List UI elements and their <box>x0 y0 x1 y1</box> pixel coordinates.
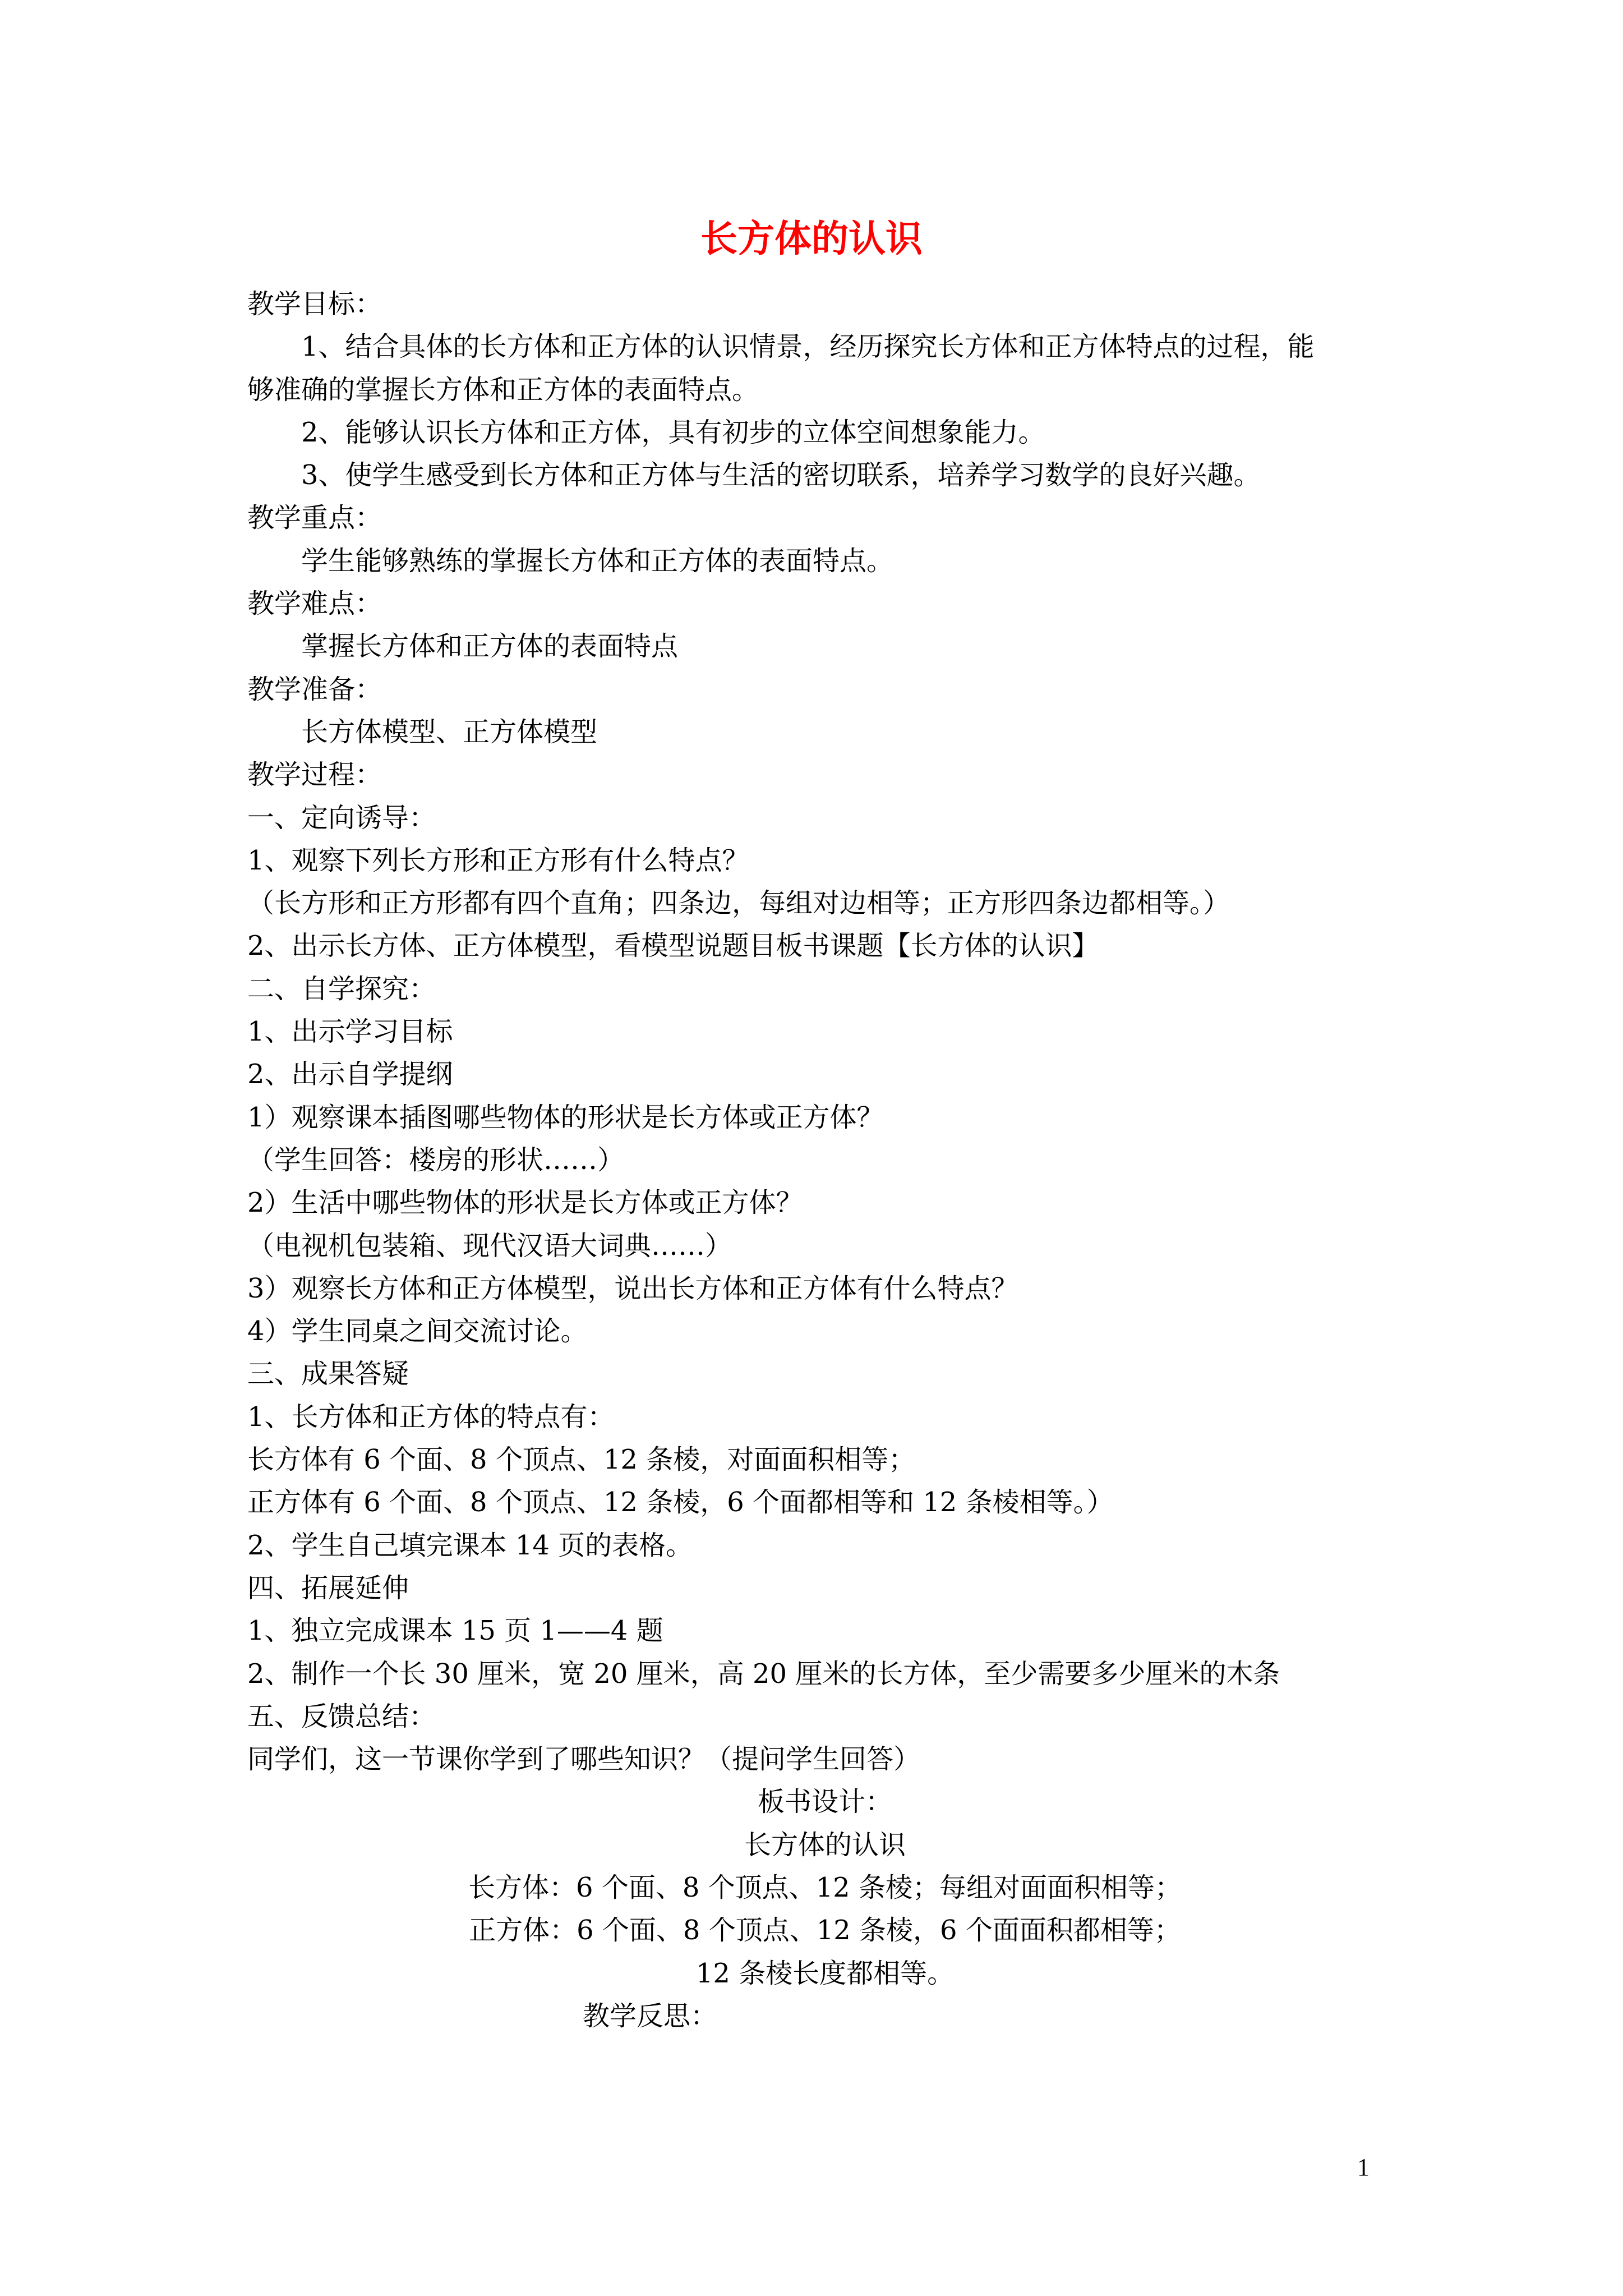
text-line: 3）观察长方体和正方体模型，说出长方体和正方体有什么特点？ <box>247 1272 1018 1304</box>
teaching-reflection-heading: 教学反思： <box>583 2000 718 2032</box>
document-body <box>247 283 1403 2037</box>
text-line: 2、能够认识长方体和正方体，具有初步的立体空间想象能力。 <box>301 416 1045 448</box>
text-line: 教学难点： <box>247 588 382 620</box>
board-design-heading: 板书设计： <box>757 1786 892 1818</box>
board-design-line: 长方体的认识 <box>744 1829 906 1861</box>
text-line: （电视机包装箱、现代汉语大词典……） <box>247 1230 732 1262</box>
text-line: 1、观察下列长方形和正方形有什么特点？ <box>247 844 749 876</box>
text-line: （长方形和正方形都有四个直角；四条边，每组对边相等；正方形四条边都相等。） <box>247 887 1230 919</box>
text-line: 一、定向诱导： <box>247 802 436 834</box>
text-line: 教学目标： <box>247 288 382 320</box>
page-number: 1 <box>1357 2154 1370 2181</box>
text-line: 1、结合具体的长方体和正方体的认识情景，经历探究长方体和正方体特点的过程，能 <box>301 331 1315 363</box>
text-line: 1、长方体和正方体的特点有： <box>247 1401 615 1433</box>
text-line: 够准确的掌握长方体和正方体的表面特点。 <box>247 374 759 406</box>
text-line: 长方体模型、正方体模型 <box>301 716 598 748</box>
text-line: 2）生活中哪些物体的形状是长方体或正方体？ <box>247 1187 803 1219</box>
text-line: 长方体有 6 个面、8 个顶点、12 条棱，对面面积相等； <box>247 1444 916 1476</box>
board-design-line: 长方体：6 个面、8 个顶点、12 条棱；每组对面面积相等； <box>468 1871 1182 1903</box>
text-line: 2、出示自学提纲 <box>247 1059 453 1091</box>
text-line: 同学们，这一节课你学到了哪些知识？（提问学生回答） <box>247 1743 921 1775</box>
text-line: 二、自学探究： <box>247 973 436 1005</box>
text-line: （学生回答：楼房的形状……） <box>247 1144 625 1176</box>
text-line: 2、制作一个长 30 厘米，宽 20 厘米，高 20 厘米的长方体，至少需要多少厘米的木条 <box>247 1658 1280 1690</box>
text-line: 教学过程： <box>247 759 382 791</box>
text-line: 教学准备： <box>247 673 382 705</box>
text-line: 1、出示学习目标 <box>247 1016 453 1048</box>
text-line: 2、出示长方体、正方体模型，看模型说题目板书课题【长方体的认识】 <box>247 930 1099 962</box>
text-line: 掌握长方体和正方体的表面特点 <box>301 631 679 662</box>
text-line: 4）学生同桌之间交流讨论。 <box>247 1315 588 1347</box>
text-line: 1）观察课本插图哪些物体的形状是长方体或正方体？ <box>247 1101 884 1133</box>
document-title: 长方体的认识 <box>700 217 923 260</box>
board-design-line: 12 条棱长度都相等。 <box>695 1957 955 1989</box>
text-line: 四、拓展延伸 <box>247 1572 409 1604</box>
board-design-line: 正方体：6 个面、8 个顶点、12 条棱，6 个面面积都相等； <box>469 1915 1181 1947</box>
text-line: 五、反馈总结： <box>247 1700 436 1732</box>
text-line: 1、独立完成课本 15 页 1——4 题 <box>247 1615 663 1647</box>
text-line: 正方体有 6 个面、8 个顶点、12 条棱，6 个面都相等和 12 条棱相等。） <box>247 1487 1114 1519</box>
text-line: 3、使学生感受到长方体和正方体与生活的密切联系，培养学习数学的良好兴趣。 <box>301 459 1261 491</box>
text-line: 2、学生自己填完课本 14 页的表格。 <box>247 1529 693 1561</box>
text-line: 教学重点： <box>247 502 382 534</box>
text-line: 三、成果答疑 <box>247 1358 409 1390</box>
text-line: 学生能够熟练的掌握长方体和正方体的表面特点。 <box>301 545 894 577</box>
